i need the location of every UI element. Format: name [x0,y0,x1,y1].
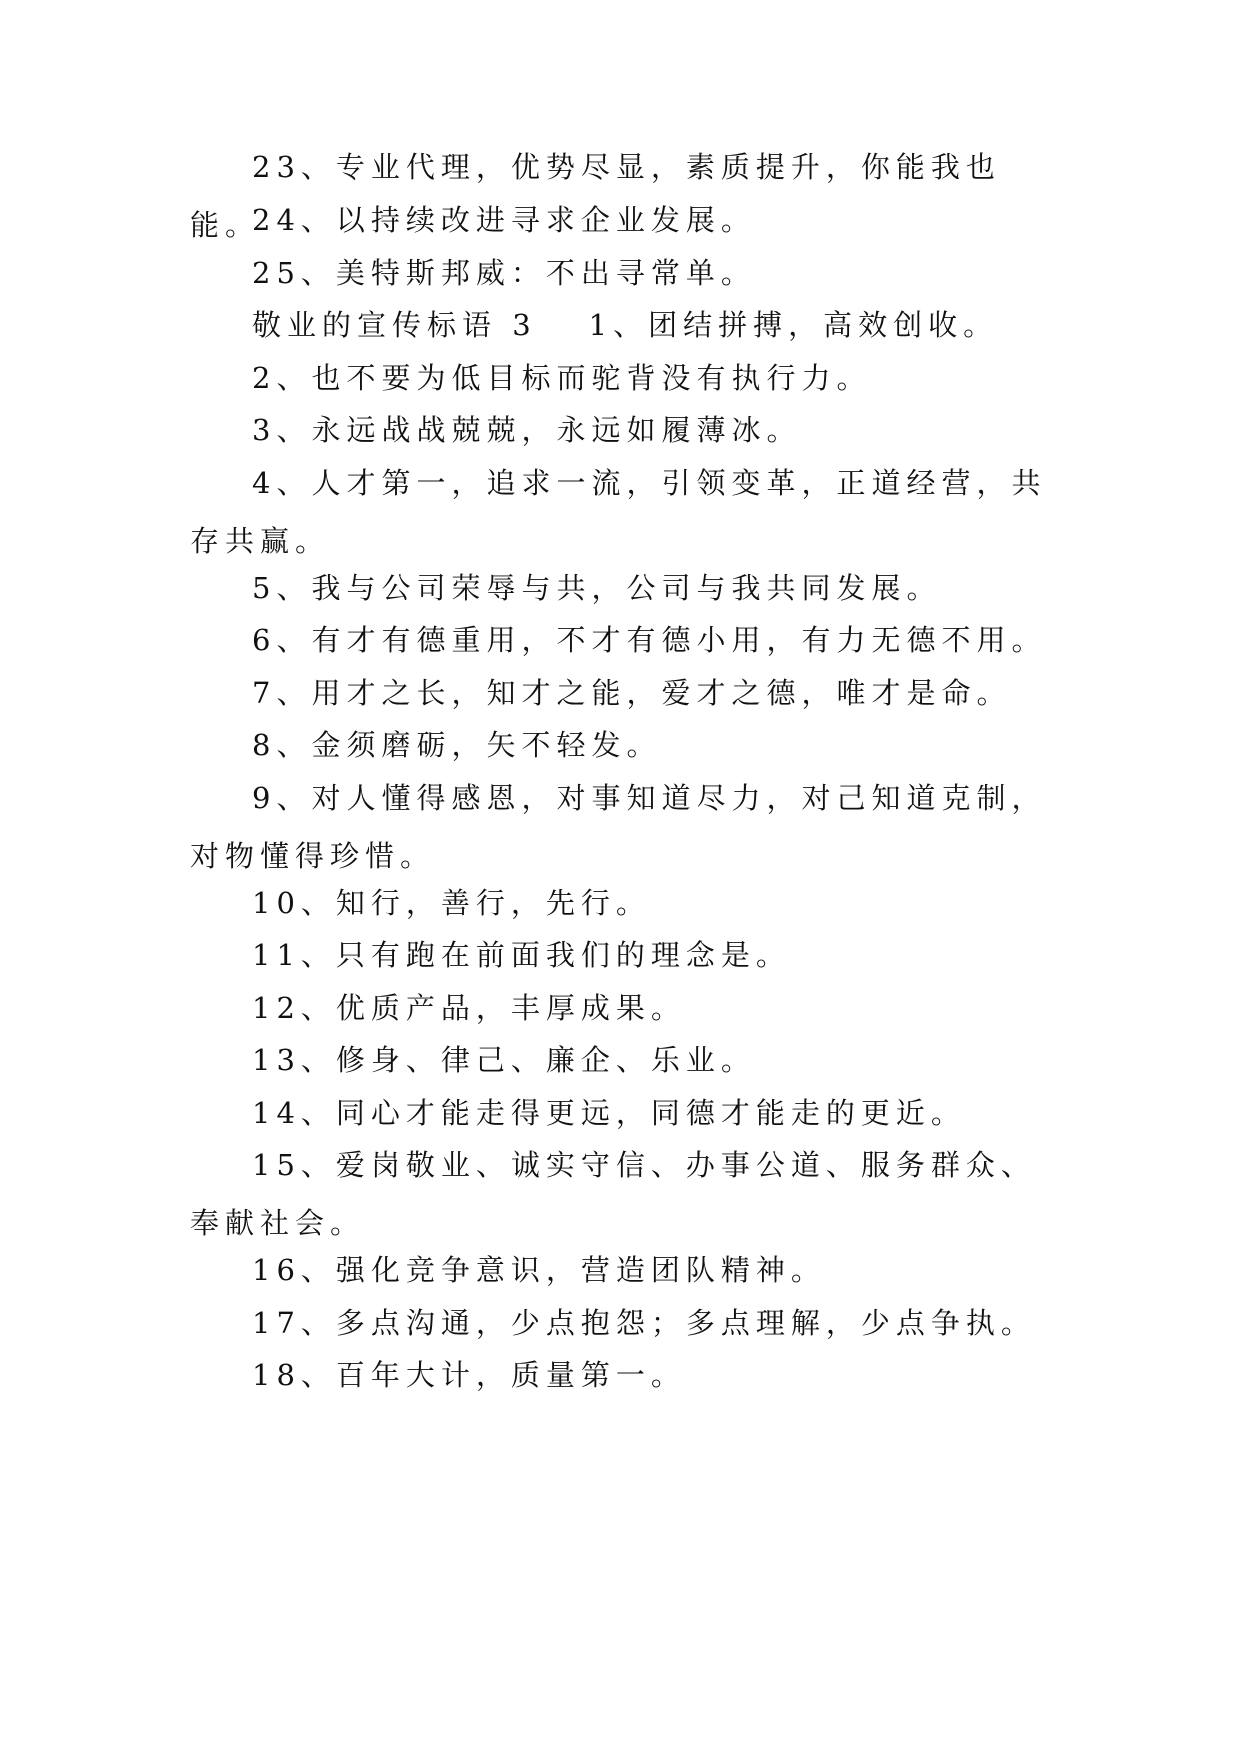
slogan-25: 25、美特斯邦威：不出寻常单。 [252,256,756,290]
slogan-11: 11、只有跑在前面我们的理念是。 [252,938,791,972]
slogan-7: 7、用才之长，知才之能，爱才之德，唯才是命。 [252,676,1012,710]
slogan-18: 18、百年大计，质量第一。 [252,1358,686,1392]
slogan-9: 9、对人懂得感恩，对事知道尽力，对己知道克制，对物懂得珍惜。 [190,781,1047,873]
section-heading-line [252,296,998,354]
slogan-24: 24、以持续改进寻求企业发展。 [252,203,756,237]
slogan-17: 17、多点沟通，少点抱怨；多点理解，少点争执。 [252,1306,1036,1340]
slogan-16: 16、强化竞争意识，营造团队精神。 [252,1253,826,1287]
slogan-3: 3、永远战战兢兢，永远如履薄冰。 [252,413,802,447]
slogan-13: 13、修身、律己、廉企、乐业。 [252,1043,756,1077]
slogan-8: 8、金须磨砺，矢不轻发。 [252,728,662,762]
slogan-6: 6、有才有德重用，不才有德小用，有力无德不用。 [252,623,1047,657]
section-heading: 敬业的宣传标语 3 [252,308,537,342]
slogan-15: 15、爱岗敬业、诚实守信、办事公道、服务群众、奉献社会。 [190,1148,1036,1240]
slogan-1: 1、团结拼搏，高效创收。 [588,308,999,342]
slogan-4: 4、人才第一，追求一流，引领变革，正道经营，共存共赢。 [190,466,1047,558]
slogan-12: 12、优质产品，丰厚成果。 [252,991,686,1025]
slogan-14: 14、同心才能走得更远，同德才能走的更近。 [252,1096,966,1130]
slogan-5: 5、我与公司荣辱与共，公司与我共同发展。 [252,571,942,605]
slogan-2: 2、也不要为低目标而驼背没有执行力。 [252,361,872,395]
slogan-23: 23、专业代理，优势尽显，素质提升，你能我也能。 [190,150,1001,242]
slogan-10: 10、知行，善行，先行。 [252,886,651,920]
